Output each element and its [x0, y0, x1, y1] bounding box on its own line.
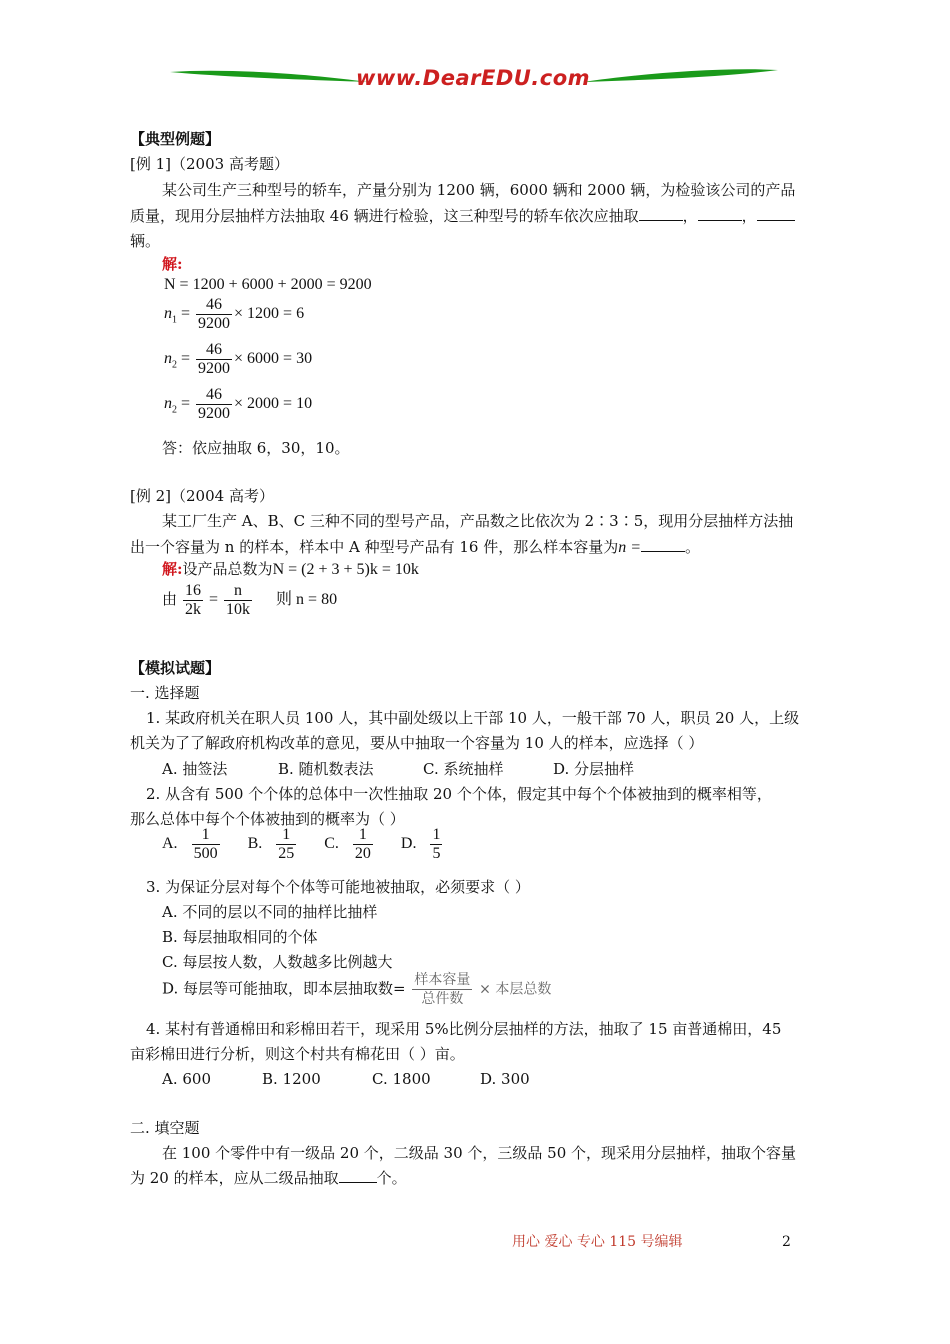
- q1-option-b: B. 随机数表法: [278, 760, 374, 778]
- sub-2: 2: [172, 404, 177, 416]
- ex2-by: 由: [162, 590, 178, 609]
- ex2-line2: [130, 537, 700, 558]
- q3-option-d: [162, 971, 551, 1008]
- ex2-solution-eq: N = (2 + 3 + 5)k = 10k: [272, 561, 419, 578]
- ex1-solution-label: 解:: [162, 255, 183, 273]
- ex1-eq-N: N = 1200 + 6000 + 2000 = 9200: [164, 276, 372, 293]
- page-number: 2: [782, 1234, 791, 1250]
- fill-line2: [130, 1168, 407, 1188]
- ex1-line1: 某公司生产三种型号的轿车，产量分别为 1200 辆，6000 辆和 2000 辆，为检验该公司的产品: [162, 181, 796, 199]
- ex2-period: 。: [685, 538, 701, 556]
- ex2-n-eq: n =: [618, 539, 641, 556]
- ex1-eq-n3: $n_2$ = $\frac{46}{9200}$ × 2000 = 10: [164, 386, 313, 422]
- n1-rhs: × 1200 = 6: [234, 305, 305, 323]
- fraction-46-9200: $\frac{46}{9200}$: [198, 386, 231, 422]
- ex1-eq-n1: $n_1$ = $\frac{46}{9200}$ × 1200 = 6: [164, 296, 305, 332]
- n3-rhs: × 2000 = 10: [234, 395, 313, 413]
- fill-line2-text: 为 20 的样本，应从二级品抽取: [130, 1169, 339, 1187]
- q2-options: [162, 826, 444, 863]
- section-title-typical: 【典型例题】: [130, 130, 221, 148]
- part1-title: 一. 选择题: [130, 684, 200, 702]
- q2-option-a-label: A.: [162, 835, 178, 853]
- ex1-eq-n2: $n_2$ = $\frac{46}{9200}$ × 6000 = 30: [164, 341, 313, 377]
- ex2-label: [例 2]（2004 高考）: [130, 487, 274, 505]
- answer-blank-3: [757, 206, 795, 221]
- fill-line2-tail: 个。: [376, 1169, 407, 1187]
- answer-blank-1: [639, 206, 683, 221]
- fill-line1: 在 100 个零件中有一级品 20 个，二级品 30 个，三级品 50 个，现采用分层抽样，抽取个容量: [162, 1144, 797, 1162]
- ex1-line2: 质量，现用分层抽样方法抽取 46 辆进行检验，这三种型号的轿车依次应抽取 ， ，: [130, 206, 795, 226]
- q3-line1: 3. 为保证分层对每个个体等可能地被抽取，必须要求（ ）: [146, 878, 530, 896]
- q3-option-d-text: D. 每层等可能抽取，即本层抽取数=: [162, 979, 406, 998]
- q4-option-b: B. 1200: [262, 1070, 321, 1088]
- fraction-46-9200: $\frac{46}{9200}$: [198, 341, 231, 377]
- q2-option-d-fraction: $\frac{1}{5}$: [432, 826, 441, 862]
- n2-rhs: × 6000 = 30: [234, 350, 313, 368]
- fraction-16-2k: $\frac{16}{2k}$: [185, 582, 202, 618]
- ex1-answer: 答：依应抽取 6，30，10。: [162, 439, 350, 457]
- equals-sign: =: [209, 591, 219, 609]
- var-n: n: [164, 305, 172, 323]
- q2-line2: 那么总体中每个个体被抽到的概率为（ ）: [130, 810, 405, 828]
- footer-text: 用心 爱心 专心 115 号编辑: [512, 1234, 683, 1250]
- q3-option-a: A. 不同的层以不同的抽样比抽样: [162, 903, 378, 921]
- var-n: n: [164, 395, 172, 413]
- part2-title: 二. 填空题: [130, 1119, 200, 1137]
- q2-option-c-fraction: $\frac{1}{20}$: [354, 826, 371, 862]
- sub-1: 1: [172, 314, 177, 326]
- q3-option-d-fraction: $\frac{\text{样本容量}}{\text{总件数}}$: [414, 972, 471, 1007]
- q2-option-c-label: C.: [324, 835, 339, 853]
- ex1-line3: 辆。: [130, 232, 161, 250]
- q2-option-a-fraction: $\frac{1}{500}$: [193, 826, 218, 862]
- ex2-solution-label: 解:: [162, 560, 183, 578]
- ex1-label: [例 1]（2003 高考题）: [130, 155, 289, 173]
- q4-line1: 4. 某村有普通棉田和彩棉田若干，现采用 5%比例分层抽样的方法，抽取了 15 亩普通棉田，45: [146, 1020, 782, 1038]
- q4-option-d: D. 300: [480, 1070, 530, 1088]
- header-logo: [168, 58, 780, 98]
- section-title-mock: 【模拟试题】: [130, 659, 221, 677]
- answer-blank-ex2: [641, 537, 685, 552]
- ex2-line2-text: 出一个容量为 n 的样本，样本中 A 种型号产品有 16 件，那么样本容量为: [130, 538, 619, 556]
- q1-option-d: D. 分层抽样: [553, 760, 635, 778]
- fraction-46-9200: $\frac{46}{9200}$: [198, 296, 231, 332]
- q2-option-b-label: B.: [247, 835, 263, 853]
- ex2-line1: 某工厂生产 A、B、C 三种不同的型号产品，产品数之比依次为 2∶3∶5，现用分层抽样方法抽: [162, 512, 794, 530]
- var-n: n: [164, 350, 172, 368]
- q2-option-d-label: D.: [400, 835, 417, 853]
- q2-option-b-fraction: $\frac{1}{25}$: [278, 826, 295, 862]
- ex2-solution-text: 设产品总数为: [182, 560, 273, 578]
- logo-text: www.DearEDU.com: [355, 66, 591, 90]
- q3-option-c: C. 每层按人数，人数越多比例越大: [162, 953, 393, 971]
- sub-2: 2: [172, 359, 177, 371]
- fill-answer-blank: [339, 1168, 377, 1183]
- q3-option-b: B. 每层抽取相同的个体: [162, 928, 318, 946]
- q4-option-c: C. 1800: [372, 1070, 431, 1088]
- answer-blank-2: [698, 206, 742, 221]
- ex2-ratio-eq: [162, 582, 337, 619]
- q3-option-d-tail: × 本层总数: [479, 981, 552, 998]
- ex1-line2-text: 质量，现用分层抽样方法抽取 46 辆进行检验，这三种型号的轿车依次应抽取: [130, 207, 639, 225]
- fraction-n-10k: $\frac{n}{10k}$: [226, 582, 251, 618]
- ex2-solution: [162, 559, 419, 580]
- q1-option-a: A. 抽签法: [162, 760, 228, 778]
- q4-line2: 亩彩棉田进行分析，则这个村共有棉花田（ ）亩。: [130, 1045, 465, 1063]
- q2-line1: 2. 从含有 500 个个体的总体中一次性抽取 20 个个体，假定其中每个个体被抽到的概率相等，: [146, 785, 772, 803]
- q4-option-a: A. 600: [162, 1070, 211, 1088]
- q1-line1: 1. 某政府机关在职人员 100 人，其中副处级以上干部 10 人，一般干部 70 人，职员 20 人，上级: [146, 709, 800, 727]
- q1-line2: 机关为了了解政府机构改革的意见，要从中抽取一个容量为 10 人的样本，应选择（ ）: [130, 734, 704, 752]
- q1-option-c: C. 系统抽样: [423, 760, 504, 778]
- ex2-result: 则 n = 80: [276, 591, 338, 609]
